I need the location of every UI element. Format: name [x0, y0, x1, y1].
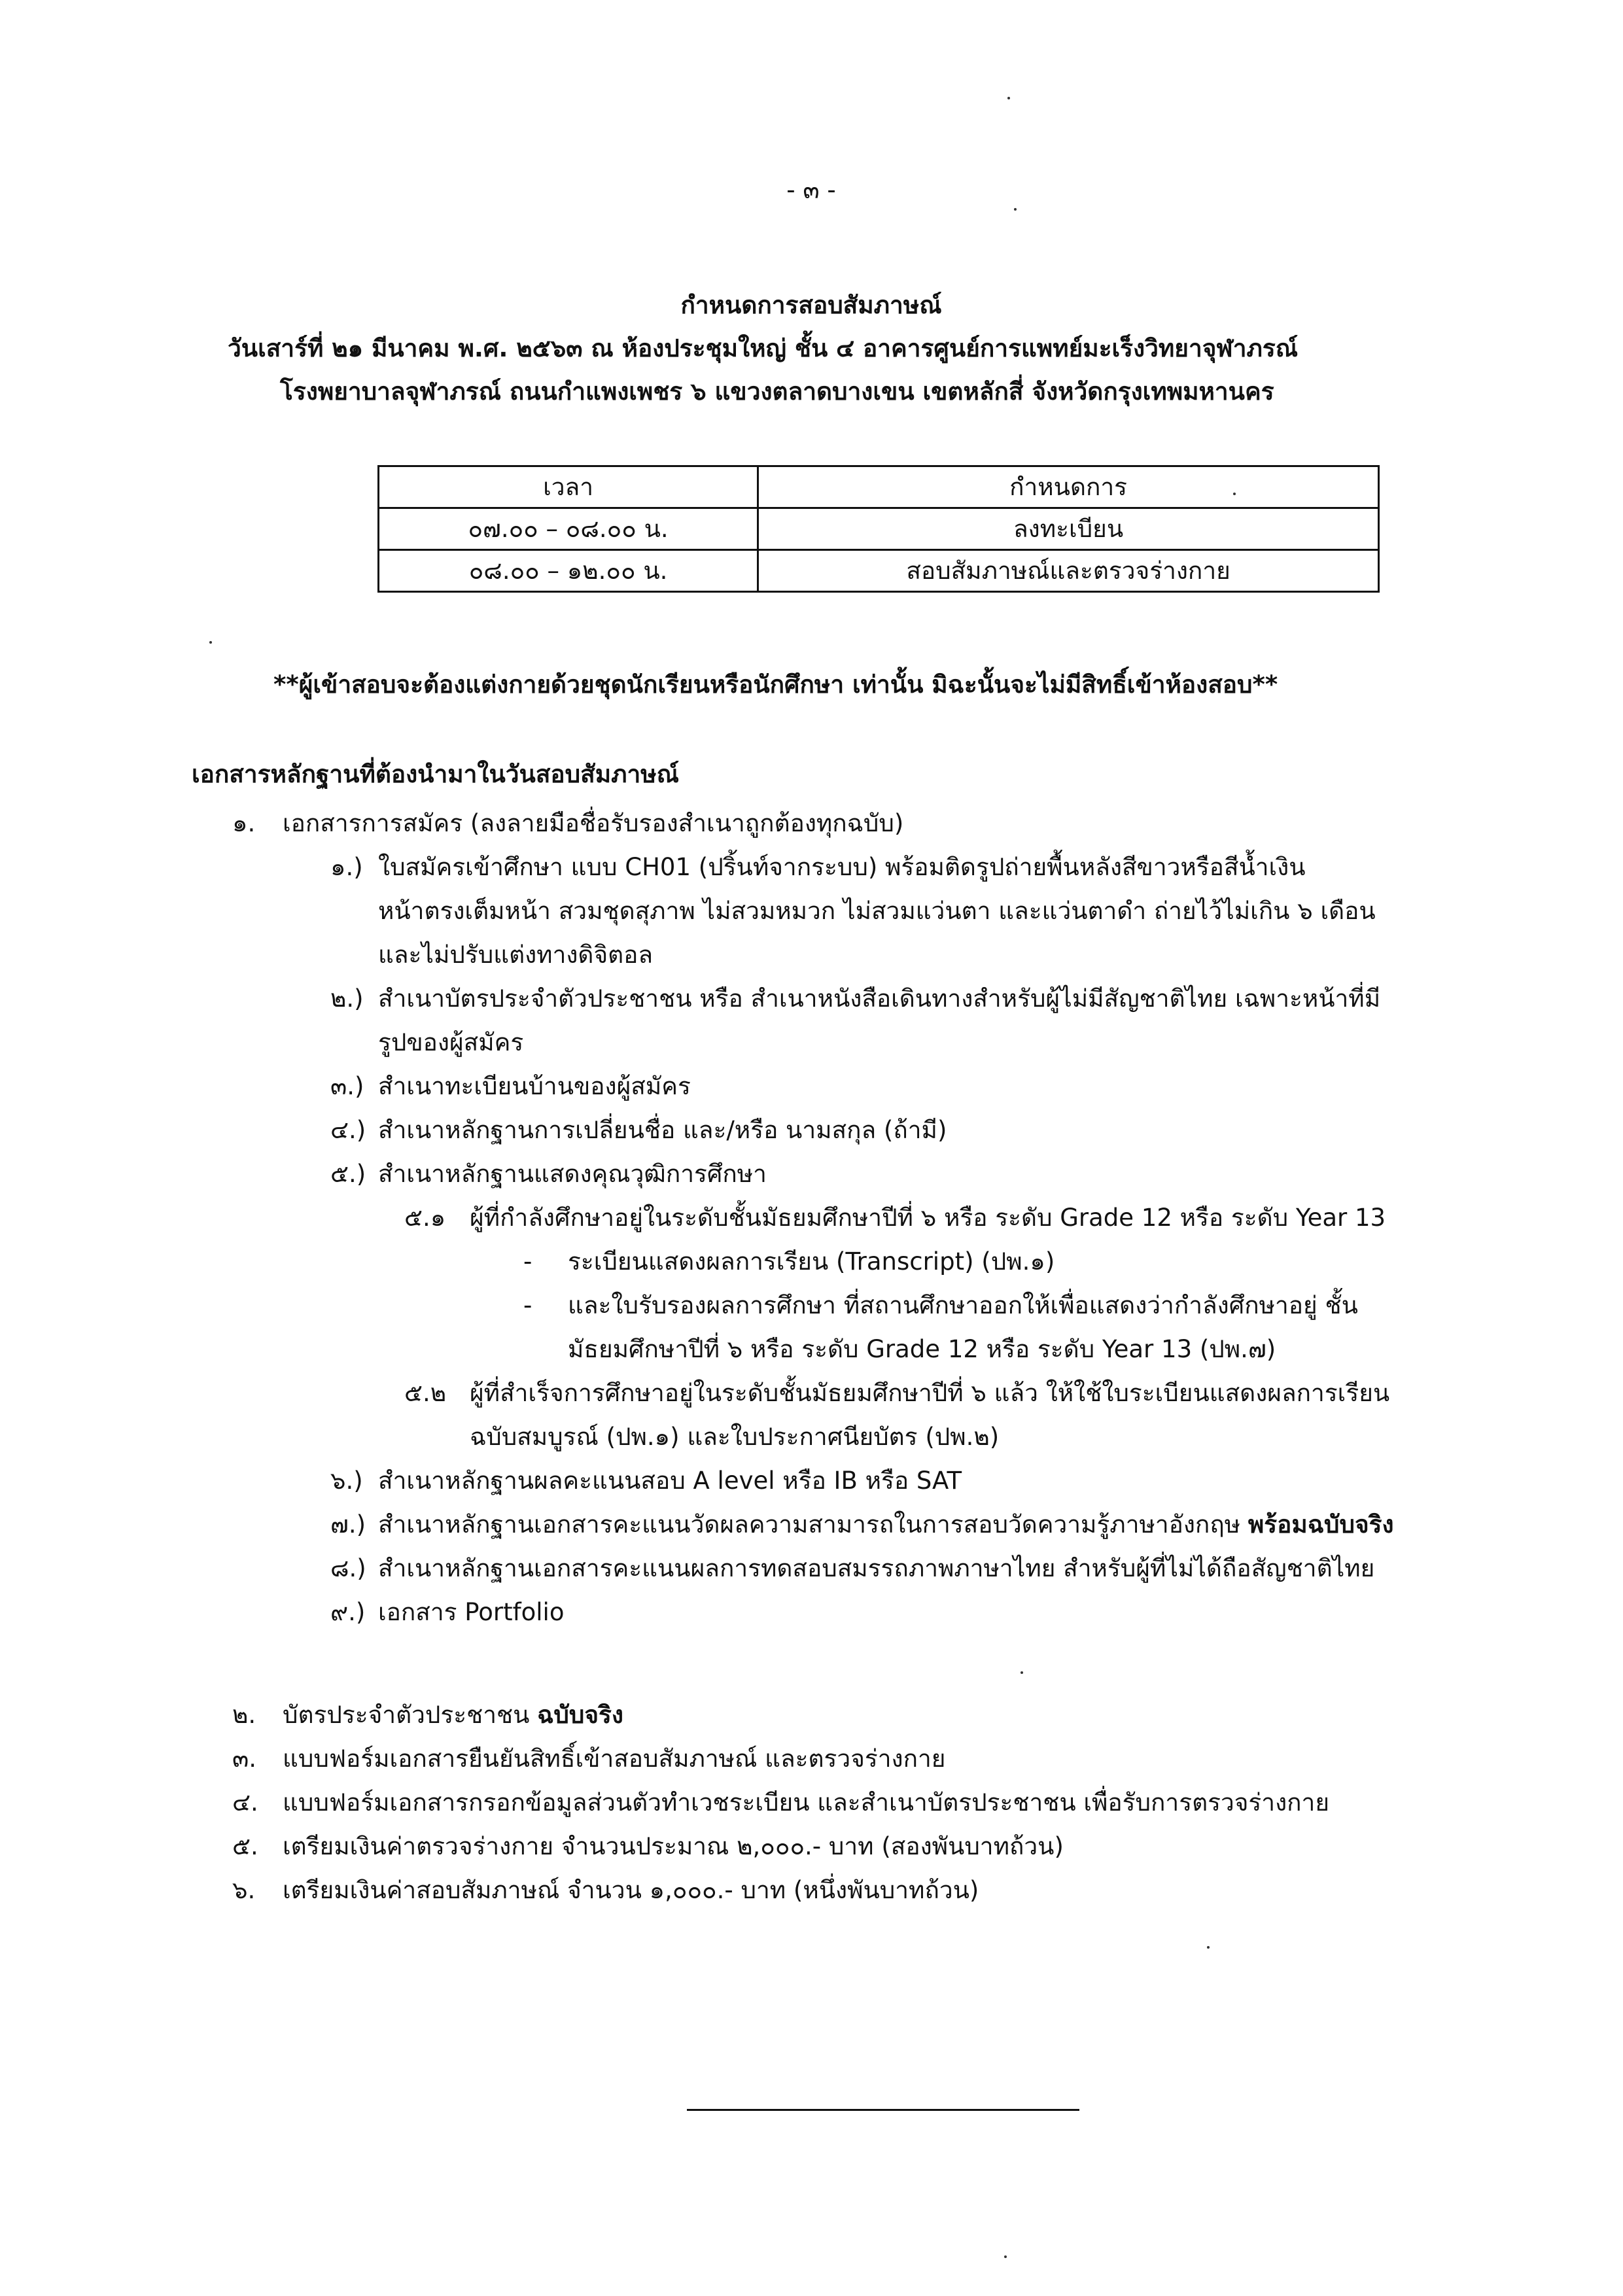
list-item: แบบฟอร์มเอกสารยืนยันสิทธิ์เข้าสอบสัมภาษณ์ และตรวจร่างกาย [283, 1745, 946, 1773]
sub-item-number: ๗.) [330, 1510, 366, 1539]
scan-speck [1014, 208, 1017, 211]
sub-item-continued: หน้าตรงเต็มหน้า สวมชุดสุภาพ ไม่สวมหมวก ไม่สวมแว่นตา และแว่นตาดำ ถ่ายไว้ไม่เกิน ๖ เดือน [378, 897, 1376, 925]
sub-item: สำเนาทะเบียนบ้านของผู้สมัคร [378, 1072, 691, 1100]
page-number: - ๓ - [786, 176, 836, 204]
list-item: เอกสารการสมัคร (ลงลายมือชื่อรับรองสำเนาถูกต้องทุกฉบับ) [283, 809, 904, 837]
sub-item-number: ๖.) [330, 1467, 363, 1495]
list-item-text: บัตรประจำตัวประชาชน [283, 1701, 538, 1729]
sub-item: สำเนาหลักฐานผลคะแนนสอบ A level หรือ IB หรือ SAT [378, 1467, 962, 1495]
sub-item-number: ๑.) [330, 853, 363, 881]
list-item-number: ๑. [232, 809, 256, 837]
scan-speck [1021, 1671, 1023, 1674]
column-header-time: เวลา [379, 466, 758, 508]
sub-item: สำเนาบัตรประจำตัวประชาชน หรือ สำเนาหนังสือเดินทางสำหรับผู้ไม่มีสัญชาติไทย เฉพาะหน้าที่มี [378, 984, 1381, 1013]
list-item: แบบฟอร์มเอกสารกรอกข้อมูลส่วนตัวทำเวชระเบียน และสำเนาบัตรประชาชน เพื่อรับการตรวจร่างกาย [283, 1788, 1329, 1817]
column-header-agenda: กำหนดการ [758, 466, 1379, 508]
bullet-dash: - [523, 1247, 532, 1276]
bullet-dash: - [523, 1291, 532, 1319]
bullet-item: และใบรับรองผลการศึกษา ที่สถานศึกษาออกให้เพื่อแสดงว่ากำลังศึกษาอยู่ ชั้น [568, 1291, 1358, 1319]
sub-item-continued: รูปของผู้สมัคร [378, 1028, 524, 1056]
dress-code-notice: **ผู้เข้าสอบจะต้องแต่งกายด้วยชุดนักเรียนหรือนักศึกษา เท่านั้น มิฉะนั้นจะไม่มีสิทธิ์เข้าห้องสอบ** [273, 670, 1278, 699]
schedule-date-venue: วันเสาร์ที่ ๒๑ มีนาคม พ.ศ. ๒๕๖๓ ณ ห้องประชุมใหญ่ ชั้น ๔ อาคารศูนย์การแพทย์มะเร็งวิทยาจุฬาภรณ์ [228, 334, 1299, 362]
schedule-address: โรงพยาบาลจุฬาภรณ์ ถนนกำแพงเพชร ๖ แขวงตลาดบางเขน เขตหลักสี่ จังหวัดกรุงเทพมหานคร [280, 377, 1274, 406]
qualification-item: ผู้ที่กำลังศึกษาอยู่ในระดับชั้นมัธยมศึกษาปีที่ ๖ หรือ ระดับ Grade 12 หรือ ระดับ Year 13 [470, 1204, 1386, 1232]
sub-item-text: สำเนาหลักฐานเอกสารคะแนนวัดผลความสามารถในการสอบวัดความรู้ภาษาอังกฤษ [378, 1510, 1248, 1539]
sub-item: เอกสาร Portfolio [378, 1598, 565, 1626]
list-item [283, 1703, 623, 1727]
qualification-number: ๕.๑ [404, 1204, 446, 1232]
scan-speck [1233, 493, 1236, 495]
qualification-number: ๕.๒ [404, 1379, 447, 1407]
sub-item-number: ๓.) [330, 1072, 364, 1100]
list-item: เตรียมเงินค่าตรวจร่างกาย จำนวนประมาณ ๒,๐๐๐.- บาท (สองพันบาทถ้วน) [283, 1832, 1064, 1860]
time-cell: ๐๗.๐๐ – ๐๘.๐๐ น. [379, 508, 758, 550]
schedule-title: กำหนดการสอบสัมภาษณ์ [680, 291, 942, 319]
end-divider [687, 2109, 1079, 2111]
sub-item: ใบสมัครเข้าศึกษา แบบ CH01 (ปริ้นท์จากระบบ) พร้อมติดรูปถ่ายพื้นหลังสีขาวหรือสีน้ำเงิน [378, 853, 1306, 881]
table-header-row [379, 466, 1379, 508]
agenda-cell: สอบสัมภาษณ์และตรวจร่างกาย [758, 550, 1379, 592]
original-required-emphasis: ฉบับจริง [537, 1701, 623, 1729]
original-required-emphasis: พร้อมฉบับจริง [1248, 1510, 1394, 1539]
sub-item-number: ๔.) [330, 1116, 366, 1144]
sub-item-number: ๙.) [330, 1598, 366, 1626]
list-item-number: ๒. [232, 1701, 256, 1729]
sub-item [378, 1512, 1394, 1537]
scan-speck [1004, 2255, 1007, 2258]
sub-item-continued: และไม่ปรับแต่งทางดิจิตอล [378, 941, 654, 969]
scan-speck [1207, 1946, 1210, 1949]
sub-item: สำเนาหลักฐานการเปลี่ยนชื่อ และ/หรือ นามสกุล (ถ้ามี) [378, 1116, 947, 1144]
schedule-table [377, 465, 1380, 593]
list-item-number: ๖. [232, 1876, 256, 1904]
qualification-item-continued: ฉบับสมบูรณ์ (ปพ.๑) และใบประกาศนียบัตร (ปพ.๒) [470, 1423, 1000, 1451]
table-row [379, 508, 1379, 550]
sub-item-number: ๒.) [330, 984, 364, 1013]
bullet-item: ระเบียนแสดงผลการเรียน (Transcript) (ปพ.๑) [568, 1247, 1055, 1276]
bullet-item-continued: มัธยมศึกษาปีที่ ๖ หรือ ระดับ Grade 12 หรือ ระดับ Year 13 (ปพ.๗) [568, 1335, 1276, 1363]
sub-item: สำเนาหลักฐานเอกสารคะแนนผลการทดสอบสมรรถภาพภาษาไทย สำหรับผู้ที่ไม่ได้ถือสัญชาติไทย [378, 1554, 1375, 1582]
sub-item-number: ๕.) [330, 1160, 366, 1188]
list-item: เตรียมเงินค่าสอบสัมภาษณ์ จำนวน ๑,๐๐๐.- บาท (หนึ่งพันบาทถ้วน) [283, 1876, 979, 1904]
sub-item-number: ๘.) [330, 1554, 366, 1582]
time-cell: ๐๘.๐๐ – ๑๒.๐๐ น. [379, 550, 758, 592]
qualification-item: ผู้ที่สำเร็จการศึกษาอยู่ในระดับชั้นมัธยมศึกษาปีที่ ๖ แล้ว ให้ใช้ใบระเบียนแสดงผลการเรียน [470, 1379, 1390, 1407]
scan-speck [1007, 97, 1010, 99]
table-row [379, 550, 1379, 592]
list-item-number: ๕. [232, 1832, 258, 1860]
list-item-number: ๔. [232, 1788, 258, 1817]
scan-speck [209, 641, 212, 644]
sub-item: สำเนาหลักฐานแสดงคุณวุฒิการศึกษา [378, 1160, 767, 1188]
agenda-cell: ลงทะเบียน [758, 508, 1379, 550]
documents-heading: เอกสารหลักฐานที่ต้องนำมาในวันสอบสัมภาษณ์ [192, 760, 679, 788]
list-item-number: ๓. [232, 1745, 257, 1773]
